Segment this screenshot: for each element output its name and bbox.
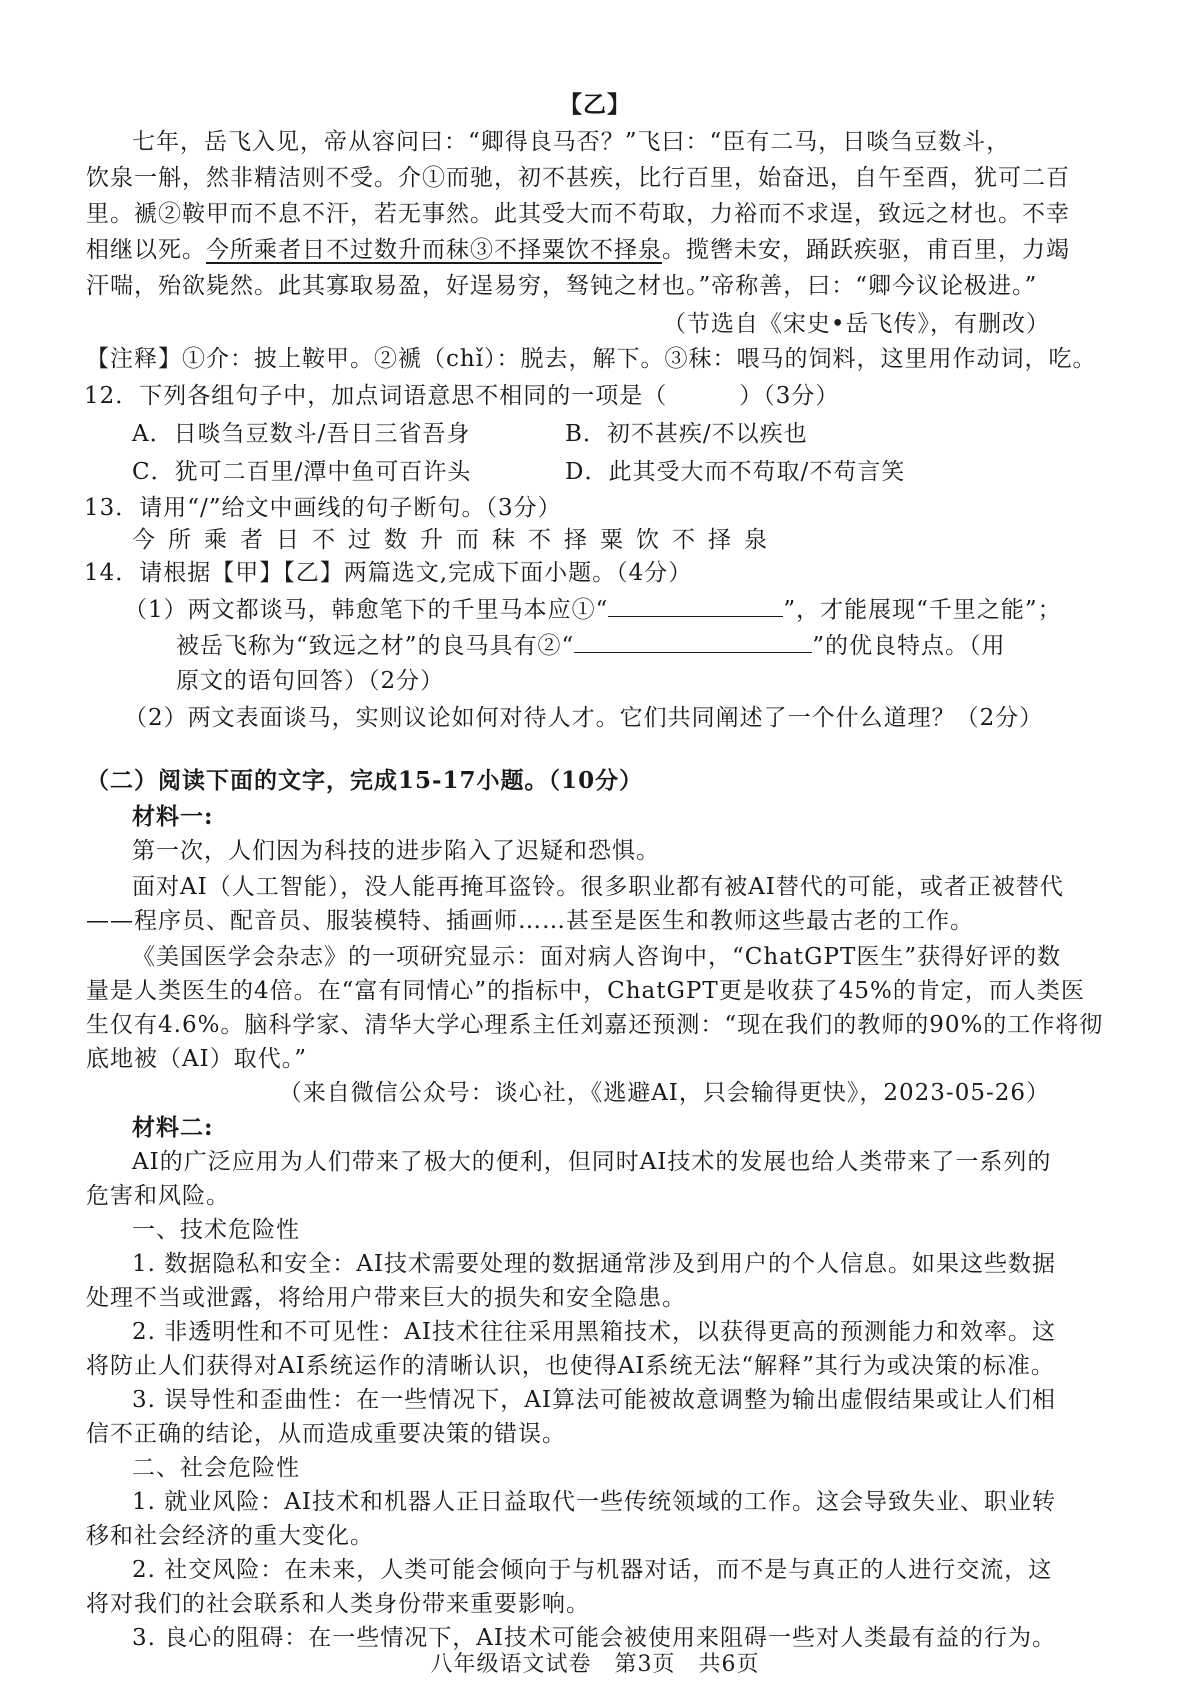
material-1-line: 量是人类医生的4倍。在“富有同情心”的指标中，ChatGPT更是收获了45%的肯定，而人类医 [86, 978, 1085, 1004]
answer-blank-1[interactable] [608, 594, 783, 617]
question-13-stem: 13．请用“/”给文中画线的句子断句。（3分） [84, 495, 562, 521]
material-2-line: 将防止人们获得对AI系统运作的清晰认识，也使得AI系统无法“解释”其行为或决策的标准。 [86, 1353, 1055, 1379]
passage-line: 里。褫②鞍甲而不息不汗，若无事然。此其受大而不苟取，力裕而不求逞，致远之材也。不幸 [86, 201, 1070, 227]
q14-part2: （2）两文表面谈马，实则议论如何对待人才。它们共同阐述了一个什么道理？（2分） [124, 705, 1044, 731]
material-2-line: 将对我们的社会联系和人类身份带来重要影响。 [86, 1591, 590, 1617]
q12-option-d: D．此其受大而不苟取/不苟言笑 [565, 459, 906, 485]
passage-text: 相继以死。 [86, 237, 206, 263]
question-14-stem: 14．请根据【甲】【乙】两篇选文,完成下面小题。（4分） [84, 560, 693, 586]
q14-text: （1）两文都谈马，韩愈笔下的千里马本应①“ [124, 597, 609, 623]
q14-text: ”的优良特点。（用 [812, 633, 1006, 659]
material-2-line: 3. 良心的阻碍：在一些情况下，AI技术可能会被使用来阻碍一些对人类最有益的行为。 [132, 1625, 1056, 1651]
material-2-line: 2. 社交风险：在未来，人类可能会倾向于与机器对话，而不是与真正的人进行交流，这 [132, 1557, 1053, 1583]
material-2-line: 一、技术危险性 [132, 1217, 300, 1243]
material-2-line: 信不正确的结论，从而造成重要决策的错误。 [86, 1421, 566, 1447]
material-2-line: 2. 非透明性和不可见性：AI技术往往采用黑箱技术，以获得更高的预测能力和效率。这 [132, 1319, 1056, 1345]
passage-line-with-underline [0, 235, 1190, 265]
material-1-source: （来自微信公众号：谈心社，《逃避AI，只会输得更快》，2023-05-26） [278, 1080, 1050, 1106]
q14-text: ”，才能展现“千里之能”； [783, 597, 1062, 623]
material-2-line: AI的广泛应用为人们带来了极大的便利，但同时AI技术的发展也给人类带来了一系列的 [132, 1149, 1052, 1175]
q14-part1-line1 [0, 594, 1190, 625]
page-footer: 八年级语文试卷 第3页 共6页 [430, 1652, 760, 1677]
underlined-sentence: 今所乘者日不过数升而秣③不择粟饮不择泉 [206, 237, 662, 263]
material-1-title: 材料一: [132, 803, 214, 830]
material-1-line: 生仅有4.6%。脑科学家、清华大学心理系主任刘嘉还预测：“现在我们的教师的90%的工作将彻 [86, 1012, 1104, 1038]
q14-part1-line2 [0, 630, 1190, 661]
material-1-line: 《美国医学会杂志》的一项研究显示：面对病人咨询中，“ChatGPT医生”获得好评的数 [132, 944, 1062, 970]
material-1-line: 底地被（AI）取代。” [86, 1046, 307, 1072]
q13-sentence: 今所乘者日不过数升而秣不择粟饮不择泉 [132, 527, 780, 553]
material-2-line: 危害和风险。 [86, 1183, 230, 1209]
material-1-line: 第一次，人们因为科技的进步陷入了迟疑和恐惧。 [132, 838, 660, 864]
q12-option-a: A．日啖刍豆数斗/吾日三省吾身 [132, 421, 471, 447]
passage-line: 汗喘，殆欲毙然。此其寡取易盈，好逞易穷，驽钝之材也。”帝称善，曰：“卿今议论极进。” [86, 273, 1038, 299]
material-2-line: 二、社会危险性 [132, 1455, 300, 1481]
passage-line: 饮泉一斛，然非精洁则不受。介①而驰，初不甚疾，比行百里，始奋迅，自午至酉，犹可二百 [86, 165, 1070, 191]
q12-option-b: B．初不甚疾/不以疾也 [565, 421, 808, 447]
q14-part1-line3: 原文的语句回答）（2分） [176, 668, 445, 694]
passage-source: （节选自《宋史•岳飞传》，有删改） [662, 311, 1050, 337]
material-2-line: 1. 数据隐私和安全：AI技术需要处理的数据通常涉及到用户的个人信息。如果这些数据 [132, 1251, 1056, 1277]
section-title: 【乙】 [559, 91, 631, 118]
part2-heading: （二）阅读下面的文字，完成15-17小题。（10分） [86, 767, 644, 794]
annotation-notes: 【注释】①介：披上鞍甲。②褫（chǐ）：脱去，解下。③秣：喂马的饲料，这里用作动词，吃。 [86, 346, 1097, 372]
question-12-stem: 12．下列各组句子中，加点词语意思不相同的一项是（ ）（3分） [84, 383, 840, 409]
material-2-line: 处理不当或泄露，将给用户带来巨大的损失和安全隐患。 [86, 1285, 686, 1311]
material-1-line: 面对AI（人工智能），没人能再掩耳盗铃。很多职业都有被AI替代的可能，或者正被替代 [132, 874, 1064, 900]
material-2-line: 3. 误导性和歪曲性：在一些情况下，AI算法可能被故意调整为输出虚假结果或让人们相 [132, 1387, 1056, 1413]
material-2-line: 移和社会经济的重大变化。 [86, 1523, 374, 1549]
material-2-title: 材料二: [132, 1114, 214, 1141]
material-2-line: 1. 就业风险：AI技术和机器人正日益取代一些传统领域的工作。这会导致失业、职业转 [132, 1489, 1056, 1515]
passage-text: 。揽辔未安，踊跃疾驱，甫百里，力竭 [662, 237, 1070, 263]
q14-text: 被岳飞称为“致远之材”的良马具有②“ [176, 633, 575, 659]
passage-line: 七年，岳飞入见，帝从容问曰：“卿得良马否？”飞曰：“臣有二马，日啖刍豆数斗， [132, 129, 1011, 155]
material-1-line: ——程序员、配音员、服装模特、插画师……甚至是医生和教师这些最古老的工作。 [86, 908, 974, 934]
answer-blank-2[interactable] [574, 630, 812, 653]
q12-option-c: C．犹可二百里/潭中鱼可百许头 [132, 459, 472, 485]
